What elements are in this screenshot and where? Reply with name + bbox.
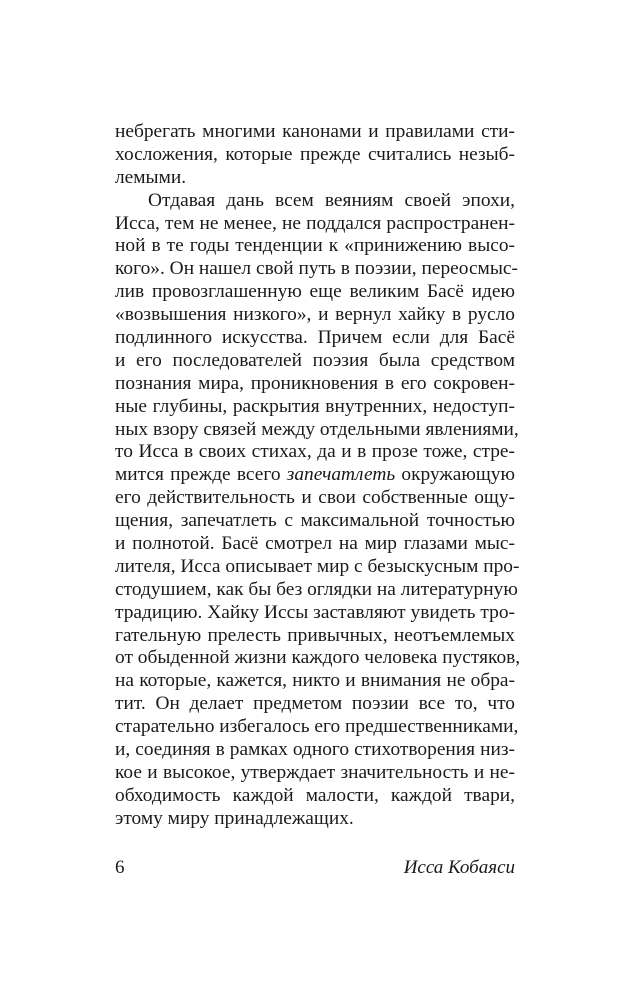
text-line: ных взору связей между отдельными явлениями, bbox=[115, 418, 519, 440]
text-line: хосложения, которые прежде считались незыб- bbox=[115, 143, 515, 165]
text-line: лителя, Исса описывает мир с безыскусным про- bbox=[115, 555, 520, 577]
text-line: ной в те годы тенденции к «принижению высо- bbox=[115, 235, 515, 257]
text-line: тит. Он делает предметом поэзии все то, что bbox=[115, 693, 515, 715]
text-line: и, соединяя в рамках одного стихотворения низ- bbox=[115, 739, 515, 761]
text-line: от обыденной жизни каждого человека пустяков, bbox=[115, 647, 521, 669]
page-number: 6 bbox=[115, 857, 125, 878]
running-head-author: Исса Кобаяси bbox=[403, 857, 515, 878]
text-segment: окружающую bbox=[395, 464, 515, 486]
text-line: кое и высокое, утверждает значительность и не- bbox=[115, 761, 515, 783]
text-line: стодушием, как бы без оглядки на литературную bbox=[115, 578, 518, 600]
text-line: Отдавая дань всем веяниям своей эпохи, bbox=[148, 189, 515, 211]
text-line: гательную прелесть привычных, неотъемлемых bbox=[115, 624, 515, 646]
text-line: то Исса в своих стихах, да и в прозе тоже, стре- bbox=[115, 441, 515, 463]
text-line: этому миру принадлежащих. bbox=[115, 807, 354, 829]
text-line: старательно избегалось его предшественниками, bbox=[115, 716, 519, 738]
text-line: и его последователей поэзия была средством bbox=[115, 349, 515, 371]
text-line: лив провозглашенную еще великим Басё идею bbox=[115, 281, 515, 303]
text-line: его действительность и свои собственные ощу- bbox=[115, 487, 515, 509]
text-line: ные глубины, раскрытия внутренних, недоступ- bbox=[115, 395, 515, 417]
body-text bbox=[115, 121, 521, 831]
text-line: познания мира, проникновения в его сокровен- bbox=[115, 372, 515, 394]
text-line: щения, запечатлеть с максимальной точностью bbox=[115, 510, 515, 532]
text-line: Исса, тем не менее, не поддался распространен- bbox=[115, 212, 515, 234]
text-line: на которые, кажется, никто и внимания не обра- bbox=[115, 670, 515, 692]
text-line: небрегать многими канонами и правилами сти- bbox=[115, 121, 515, 142]
text-segment: мится прежде всего bbox=[115, 464, 287, 486]
text-line: «возвышения низкого», и вернул хайку в русло bbox=[115, 304, 515, 326]
text-line: традицию. Хайку Иссы заставляют увидеть тро- bbox=[115, 601, 515, 623]
text-line-with-emphasis bbox=[115, 464, 515, 487]
emphasized-word: запечатлеть bbox=[286, 464, 396, 486]
text-line: и полнотой. Басё смотрел на мир глазами мыс- bbox=[115, 533, 515, 555]
text-line: лемыми. bbox=[115, 166, 187, 188]
text-line: обходимость каждой малости, каждой твари, bbox=[115, 784, 515, 806]
text-line: кого». Он нашел свой путь в поэзии, переосмыс- bbox=[115, 258, 518, 280]
text-line: подлинного искусства. Причем если для Басё bbox=[115, 327, 515, 349]
